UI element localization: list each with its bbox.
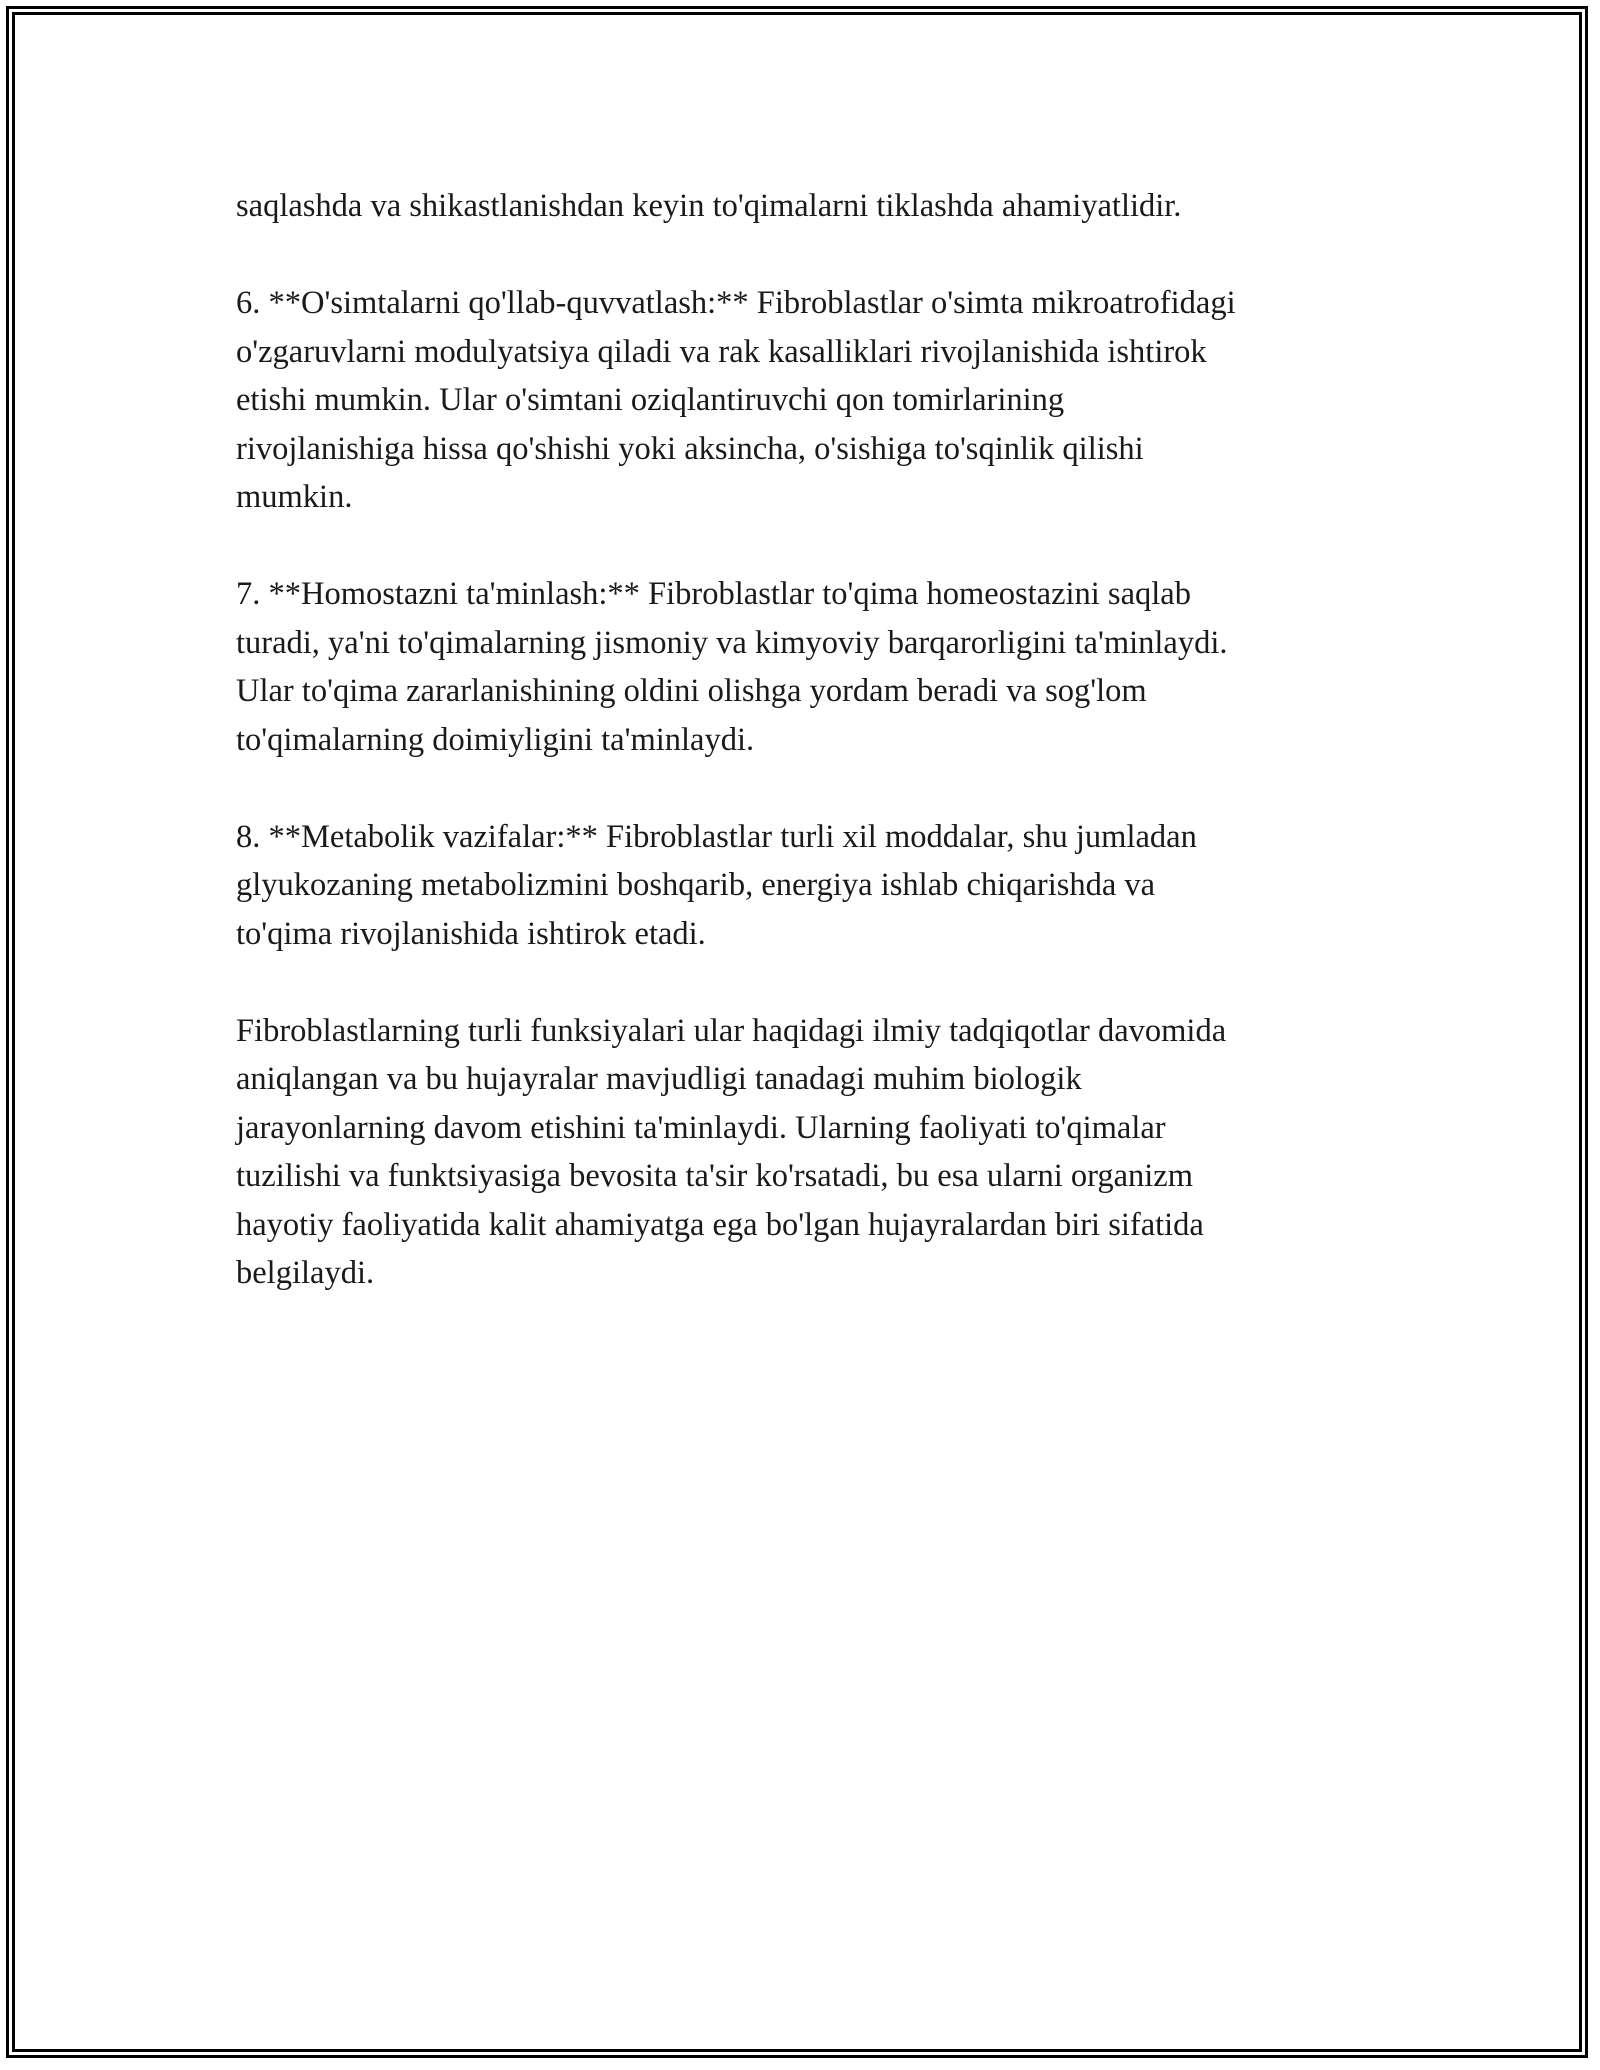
document-body <box>236 182 1376 1346</box>
paragraph-item-6: 6. **O'simtalarni qo'llab-quvvatlash:** Fibroblastlar o'simta mikroatrofidagi o'zgaruvlarni modulyatsiya qiladi va rak kasalliklari rivojlanishida ishtirok etishi mumkin. Ular o'simtani oziqlantiruvchi qon tomirlarining rivojlanishiga hissa qo'shishi yoki aksincha, o'sishiga to'sqinlik qilishi mumkin. <box>236 285 1236 515</box>
paragraph-item-8: 8. **Metabolik vazifalar:** Fibroblastlar turli xil moddalar, shu jumladan glyukozaning metabolizmini boshqarib, energiya ishlab chiqarishda va to'qima rivojlanishida ishtirok etadi. <box>236 818 1197 952</box>
paragraph-continuation: saqlashda va shikastlanishdan keyin to'qimalarni tiklashda ahamiyatlidir. <box>236 188 1182 224</box>
paragraph-conclusion: Fibroblastlarning turli funksiyalari ular haqidagi ilmiy tadqiqotlar davomida aniqlangan va bu hujayralar mavjudligi tanadagi muhim biologik jarayonlarning davom etishini ta'minlaydi. Ularning faoliyati to'qimalar tuzilishi va funktsiyasiga bevosita ta'sir ko'rsatadi, bu esa ularni organizm hayotiy faoliyatida kalit ahamiyatga ega bo'lgan hujayralardan biri sifatida belgilaydi. <box>236 1012 1227 1291</box>
paragraph-item-7: 7. **Homostazni ta'minlash:** Fibroblastlar to'qima homeostazini saqlab turadi, ya'ni to'qimalarning jismoniy va kimyoviy barqarorligini ta'minlaydi. Ular to'qima zararlanishining oldini olishga yordam beradi va sog'lom to'qimalarning doimiyligini ta'minlaydi. <box>236 576 1228 758</box>
